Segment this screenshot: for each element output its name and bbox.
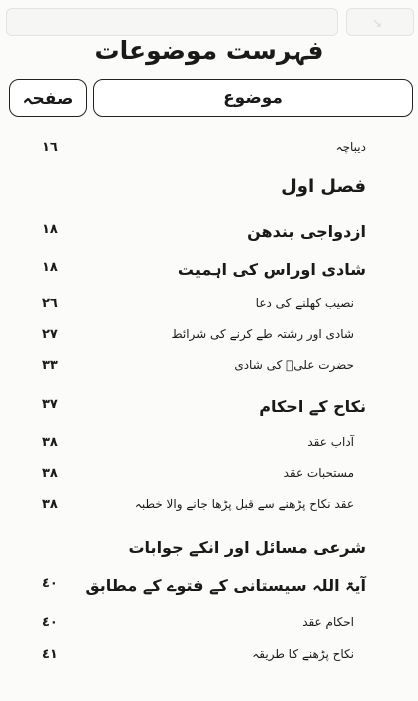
toc-row xyxy=(0,260,418,288)
toc-entry-text: ازدواجی بندھن xyxy=(247,222,366,241)
toc-row xyxy=(0,327,418,355)
toc-row xyxy=(0,296,418,324)
toc-page-number: ٢٧ xyxy=(42,327,58,342)
toc-entry-text: شرعی مسائل اور انکے جوابات xyxy=(128,538,366,557)
toc-row xyxy=(0,647,418,675)
toc-row xyxy=(0,222,418,250)
faded-box-left xyxy=(6,8,338,36)
toc-entry-text: مستحبات عقد xyxy=(283,466,354,480)
toc-entry-text: حضرت علیؑ کی شادی xyxy=(234,358,354,372)
toc-entry-text: نصیب کھلنے کی دعا xyxy=(255,296,354,310)
toc-entry-text: آداب عقد xyxy=(307,435,354,449)
toc-entry-text: شادی اوراس کی اہمیت xyxy=(177,260,366,279)
toc-page-number: ٣٨ xyxy=(42,497,58,512)
toc-row xyxy=(0,435,418,463)
toc-entry-text: نکاح کے احکام xyxy=(259,397,366,416)
toc-page-number: ٤٠ xyxy=(42,576,58,591)
toc-row xyxy=(0,497,418,525)
toc-page-number: ١٦ xyxy=(42,140,58,155)
toc-row xyxy=(0,466,418,494)
toc-entry-text: نکاح پڑھنے کا طریقہ xyxy=(252,647,354,661)
toc-page-number: ٤١ xyxy=(42,647,58,662)
toc-page-number: ٢٦ xyxy=(42,296,58,311)
toc-entry-text: فصل اول xyxy=(281,176,366,197)
toc-row xyxy=(0,397,418,425)
toc-row xyxy=(0,538,418,566)
faded-arrow-icon: ↘ xyxy=(372,16,383,30)
toc-entry-text: شادی اور رشتہ طے کرنے کی شرائط xyxy=(171,327,354,341)
toc-page-number: ١٨ xyxy=(42,260,58,275)
toc-page-number: ٣٨ xyxy=(42,435,58,450)
page-column-header: صفحہ xyxy=(9,79,87,117)
toc-page-number: ٤٠ xyxy=(42,615,58,630)
toc-page-number: ٣٨ xyxy=(42,466,58,481)
toc-row xyxy=(0,576,418,604)
topic-column-header: موضوع xyxy=(93,79,413,117)
toc-page-number: ٣٧ xyxy=(42,397,58,412)
toc-row xyxy=(0,358,418,386)
toc-entry-text: آیۃ اللہ سیستانی کے فتوے کے مطابق xyxy=(85,576,366,595)
faded-header-strip xyxy=(0,2,418,30)
toc-entry-text: احکام عقد xyxy=(302,615,354,629)
toc-page-number: ١٨ xyxy=(42,222,58,237)
toc-row xyxy=(0,615,418,643)
toc-row xyxy=(0,140,418,168)
page-title: فہرست موضوعات xyxy=(94,36,324,65)
toc-entry-text: دیباچہ xyxy=(335,140,366,154)
toc-entry-text: عقد نکاح پڑھنے سے قبل پڑھا جانے والا خطبہ xyxy=(134,497,354,511)
table-header xyxy=(9,79,413,119)
toc-page-number: ٣٣ xyxy=(42,358,58,373)
toc-row xyxy=(0,176,418,204)
